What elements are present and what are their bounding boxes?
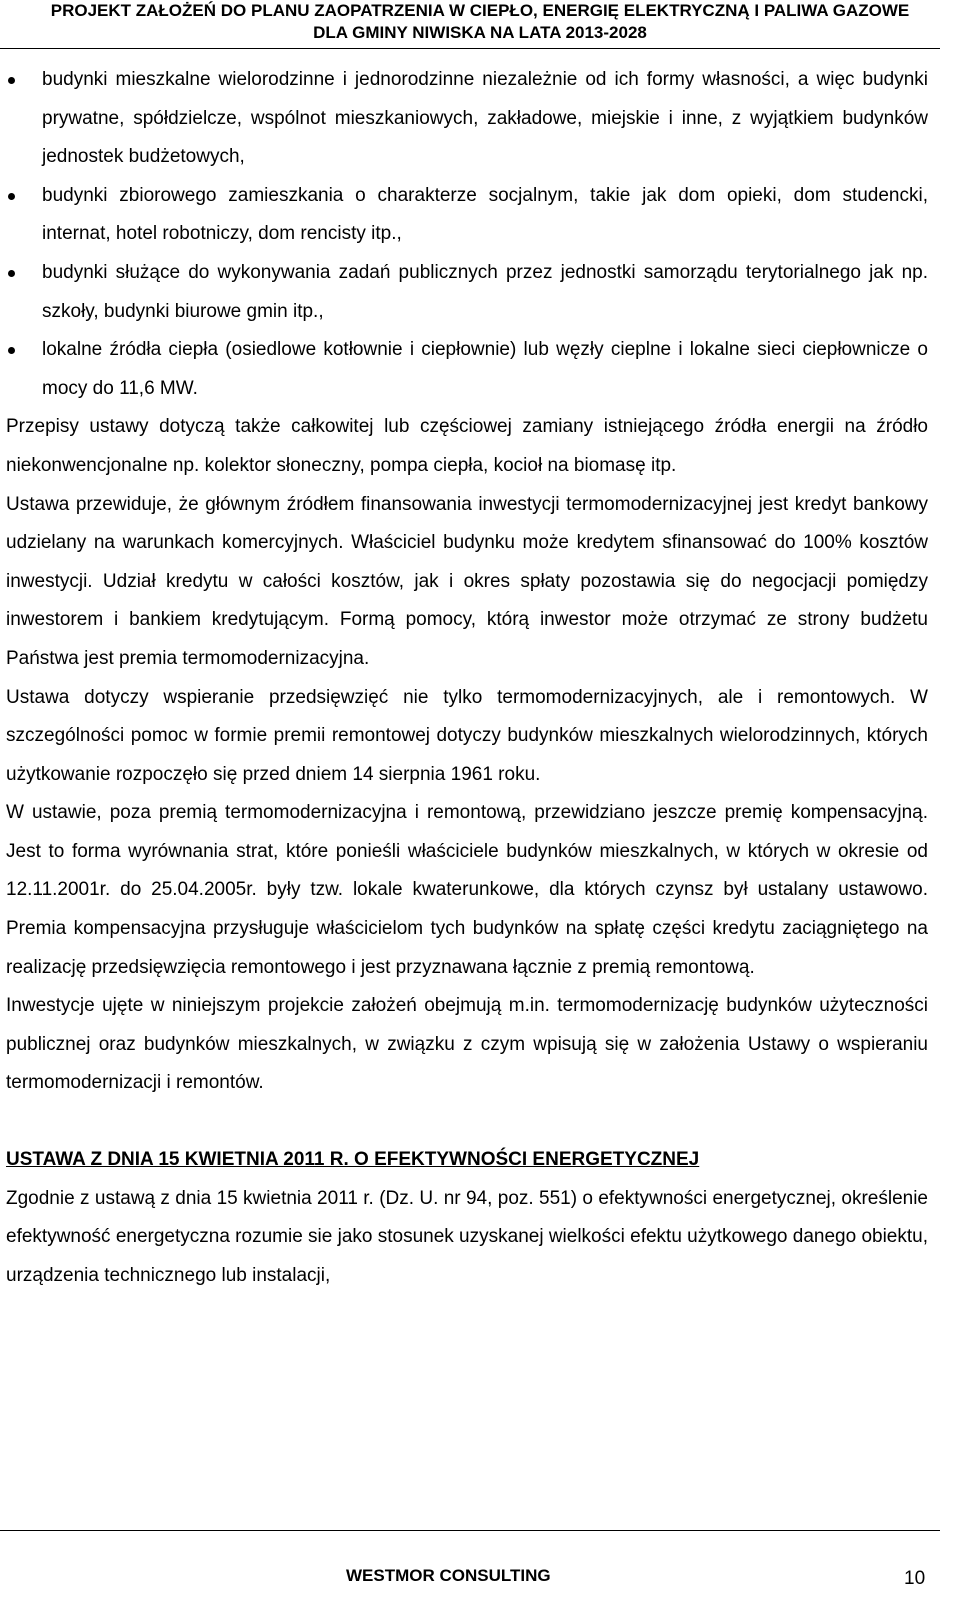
footer-company: WESTMOR CONSULTING <box>346 1566 551 1585</box>
list-item-text: budynki służące do wykonywania zadań publicznych przez jednostki samorządu terytorialnego jak np. szkoły, budynki biurowe gmin itp., <box>42 261 928 322</box>
list-item-text: budynki mieszkalne wielorodzinne i jednorodzinne niezależnie od ich formy własności, a więc budynki prywatne, spółdzielcze, wspólnot mieszkaniowych, zakładowe, miejskie i inne, z wyjątkiem budynków jednostek budżetowych, <box>42 69 928 168</box>
header-line-2: DLA GMINY NIWISKA NA LATA 2013-2028 <box>313 23 647 42</box>
page-number: 10 <box>904 1568 926 1589</box>
paragraph: Inwestycje ujęte w niniejszym projekcie założeń obejmują m.in. termomodernizację budynków użyteczności publicznej oraz budynków mieszkalnych, w związku z czym wpisują się w założenia Ustawy o wspieraniu termomodernizacji i remontów. <box>6 995 928 1094</box>
bullet-list <box>6 61 928 408</box>
bullet-icon <box>8 270 15 277</box>
list-item <box>6 254 928 331</box>
list-item <box>6 331 928 408</box>
paragraph: Ustawa dotyczy wspieranie przedsięwzięć nie tylko termomodernizacyjnych, ale i remontowych. W szczególności pomoc w formie premii remontowej dotyczy budynków mieszkalnych wielorodzinnych, których użytkowanie rozpoczęło się przed dniem 14 sierpnia 1961 roku. <box>6 686 928 785</box>
footer-divider <box>0 1530 940 1531</box>
bullet-icon <box>8 193 15 200</box>
main-content <box>6 61 928 1295</box>
header-divider <box>0 48 940 49</box>
paragraph: Ustawa przewiduje, że głównym źródłem finansowania inwestycji termomodernizacyjnej jest kredyt bankowy udzielany na warunkach komercyjnych. Właściciel budynku może kredytem sfinansować do 100% kosztów inwestycji. Udział kredytu w całości kosztów, jak i okres spłaty pozostawia się do negocjacji pomiędzy inwestorem i bankiem kredytującym. Formą pomocy, którą inwestor może otrzymać ze strony budżetu Państwa jest premia termomodernizacyjna. <box>6 493 928 669</box>
list-item <box>6 177 928 254</box>
section-heading: USTAWA Z DNIA 15 KWIETNIA 2011 R. O EFEKTYWNOŚCI ENERGETYCZNEJ <box>6 1149 700 1171</box>
header-line-1: PROJEKT ZAŁOŻEŃ DO PLANU ZAOPATRZENIA W CIEPŁO, ENERGIĘ ELEKTRYCZNĄ I PALIWA GAZOWE <box>50 1 910 20</box>
bullet-icon <box>8 77 15 84</box>
bullet-icon <box>8 347 15 354</box>
paragraph: Przepisy ustawy dotyczą także całkowitej lub częściowej zamiany istniejącego źródła energii na źródło niekonwencjonalne np. kolektor słoneczny, pompa ciepła, kocioł na biomasę itp. <box>6 416 928 476</box>
list-item-text: budynki zbiorowego zamieszkania o charakterze socjalnym, takie jak dom opieki, dom studencki, internat, hotel robotniczy, dom rencisty itp., <box>42 184 928 245</box>
list-item-text: lokalne źródła ciepła (osiedlowe kotłownie i ciepłownie) lub węzły cieplne i lokalne sieci ciepłownicze o mocy do 11,6 MW. <box>42 339 928 399</box>
paragraph: W ustawie, poza premią termomodernizacyjna i remontową, przewidziano jeszcze premię kompensacyjną. Jest to forma wyrównania strat, które ponieśli właściciele budynków mieszkalnych, w których w okresie od 12.11.2001r. do 25.04.2005r. były tzw. lokale kwaterunkowe, dla których czynsz był ustalany ustawowo. Premia kompensacyjna przysługuje właścicielom tych budynków na spłatę części kredytu zaciągniętego na realizację przedsięwzięcia remontowego i jest przyznawana łącznie z premią remontową. <box>6 802 928 978</box>
list-item <box>6 61 928 177</box>
section-paragraph: Zgodnie z ustawą z dnia 15 kwietnia 2011 r. (Dz. U. nr 94, poz. 551) o efektywności energetycznej, określenie efektywność energetyczna rozumie sie jako stosunek uzyskanej wielkości efektu użytkowego danego obiektu, urządzenia technicznego lub instalacji, <box>6 1187 929 1286</box>
